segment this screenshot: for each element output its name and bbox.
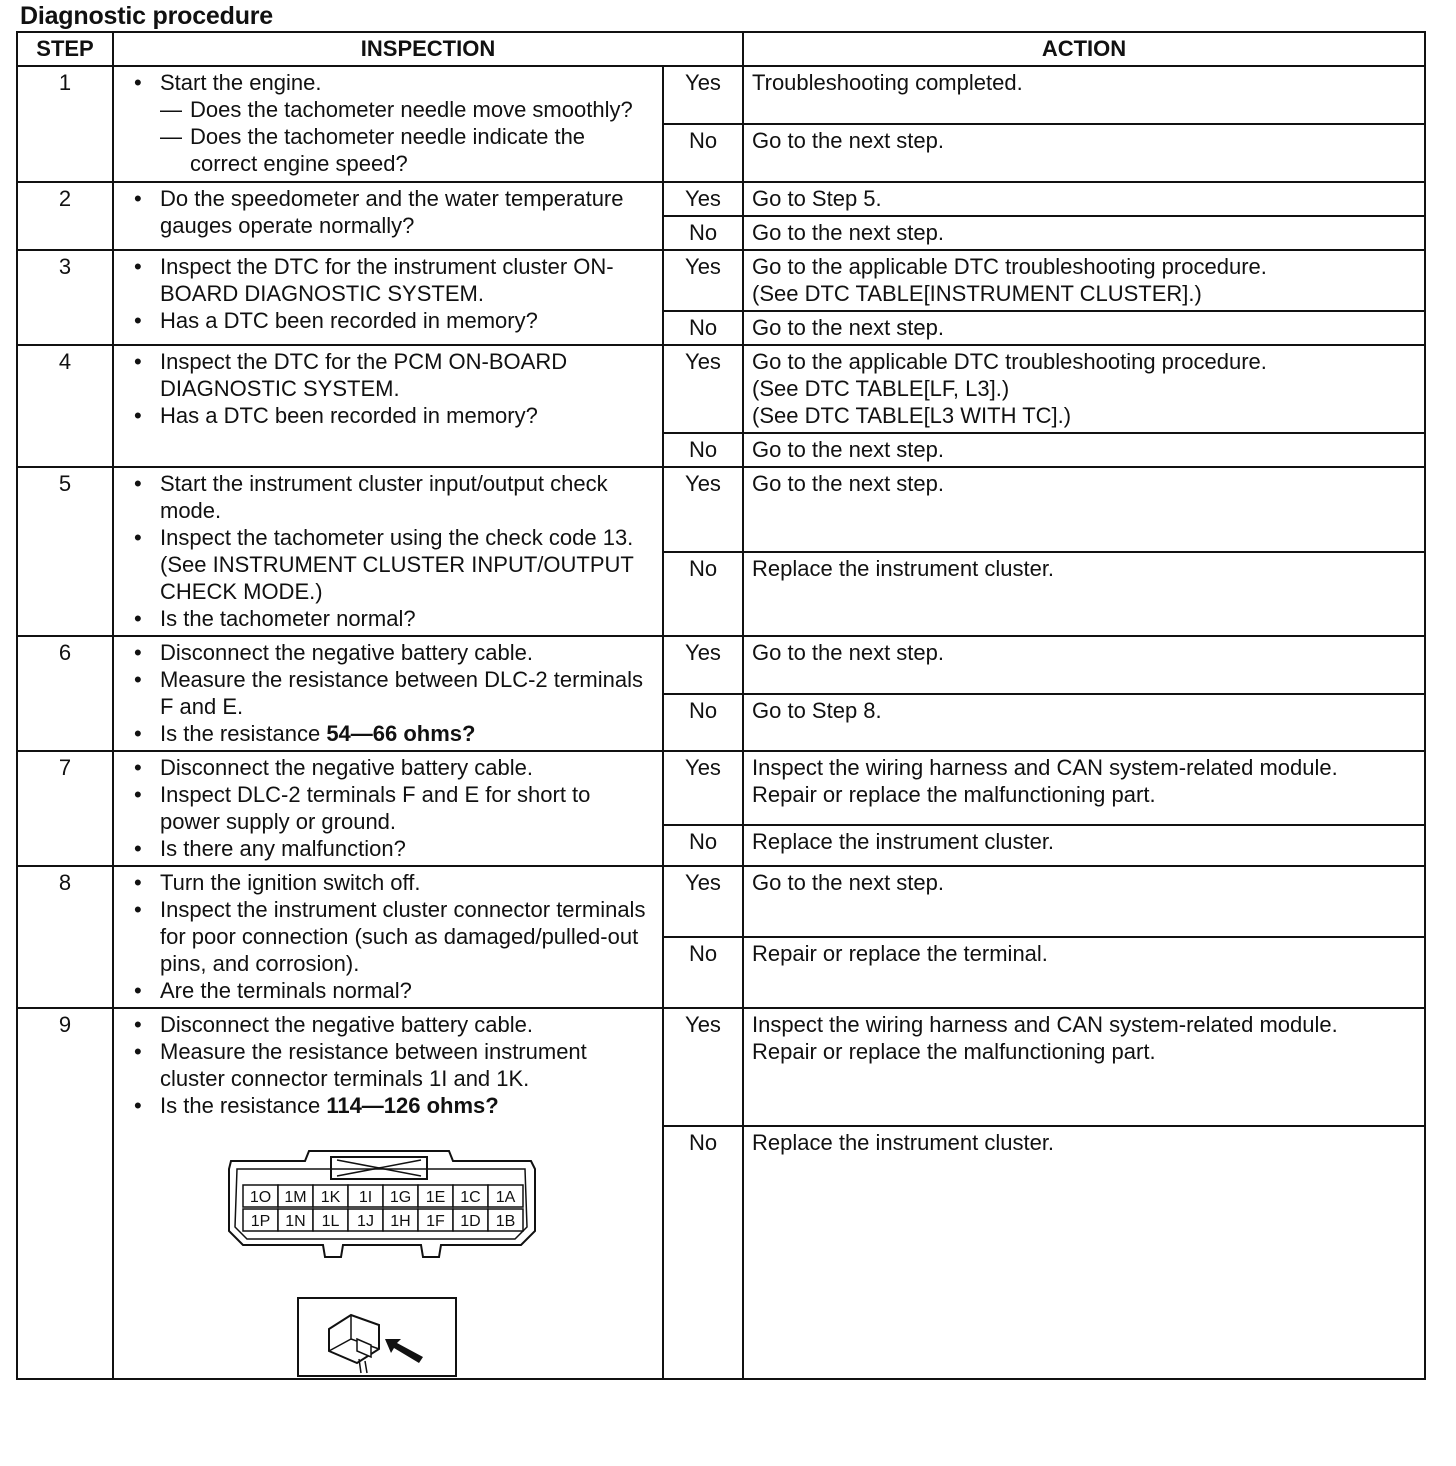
- action-yes: [743, 1008, 1425, 1126]
- action-no: Repair or replace the terminal.: [743, 937, 1425, 1008]
- inspection-cell: [113, 636, 663, 751]
- step-number: 8: [17, 866, 113, 1008]
- connector-pin-label: 1A: [495, 1189, 516, 1206]
- action-no: Go to the next step.: [743, 311, 1425, 345]
- action-yes: Troubleshooting completed.: [743, 66, 1425, 124]
- connector-pin-label: 1E: [425, 1189, 446, 1206]
- inspection-item: • Has a DTC been recorded in memory?: [122, 402, 656, 429]
- inspection-subitem: — Does the tachometer needle indicate the correct engine speed?: [160, 123, 656, 177]
- action-no: Go to the next step.: [743, 124, 1425, 182]
- dtc-table-reference: (See DTC TABLE[LF, L3].): [752, 376, 1010, 401]
- action-yes: Go to the next step.: [743, 636, 1425, 694]
- diagnostic-procedure-table: [16, 31, 1426, 1380]
- inspection-item: • Measure the resistance between instrument cluster connector terminals 1I and 1K.: [122, 1038, 656, 1092]
- connector-pin-label: 1J: [357, 1213, 374, 1230]
- action-no: Replace the instrument cluster.: [743, 552, 1425, 637]
- no-label: No: [663, 694, 743, 752]
- action-yes: Go to Step 5.: [743, 182, 1425, 216]
- action-no: Replace the instrument cluster.: [743, 1126, 1425, 1379]
- action-no: Go to Step 8.: [743, 694, 1425, 752]
- connector-photo: [297, 1297, 457, 1377]
- step-number: 5: [17, 467, 113, 636]
- action-line: Inspect the wiring harness and CAN system-related module.: [752, 755, 1338, 780]
- action-no: Go to the next step.: [743, 433, 1425, 467]
- connector-pin-label: 1M: [284, 1189, 307, 1206]
- yes-label: Yes: [663, 345, 743, 433]
- inspection-item: • Is the tachometer normal?: [122, 605, 656, 632]
- no-label: No: [663, 937, 743, 1008]
- action-line: Repair or replace the malfunctioning part.: [752, 1039, 1156, 1064]
- connector-pin-label: 1N: [285, 1213, 306, 1230]
- connector-pin-label: 1P: [250, 1213, 271, 1230]
- connector-pin-label: 1G: [389, 1189, 412, 1206]
- connector-pin-label: 1B: [495, 1213, 516, 1230]
- action-yes: [743, 345, 1425, 433]
- inspection-item: [122, 524, 656, 605]
- step-number: 7: [17, 751, 113, 866]
- step-8-yes-row: [17, 866, 1425, 937]
- page-title: Diagnostic procedure: [20, 2, 273, 30]
- inspection-cell: [113, 467, 663, 636]
- no-label: No: [663, 124, 743, 182]
- header-action: ACTION: [743, 32, 1425, 66]
- inspection-item: • Are the terminals normal?: [122, 977, 656, 1004]
- action-yes: Go to the next step.: [743, 866, 1425, 937]
- connector-diagram: [225, 1147, 541, 1263]
- inspection-item: • Inspect the DTC for the PCM ON-BOARD DIAGNOSTIC SYSTEM.: [122, 348, 656, 402]
- inspection-item: [122, 720, 656, 747]
- yes-label: Yes: [663, 1008, 743, 1126]
- action-no: Go to the next step.: [743, 216, 1425, 250]
- inspection-item: • Disconnect the negative battery cable.: [122, 1011, 656, 1038]
- connector-pin-label: 1D: [460, 1213, 481, 1230]
- step-5-yes-row: [17, 467, 1425, 552]
- inspection-cell: [113, 751, 663, 866]
- connector-illustration: [299, 1299, 455, 1375]
- dtc-table-reference: (See DTC TABLE[L3 WITH TC].): [752, 403, 1072, 428]
- step-9-yes-row: [17, 1008, 1425, 1126]
- yes-label: Yes: [663, 66, 743, 124]
- resistance-spec: 114—126 ohms?: [326, 1093, 499, 1118]
- connector-pin-label: 1I: [358, 1189, 373, 1206]
- inspection-cell: [113, 345, 663, 467]
- inspection-subitem: — Does the tachometer needle move smoothly?: [160, 96, 656, 123]
- header-step: STEP: [17, 32, 113, 66]
- no-label: No: [663, 433, 743, 467]
- connector-pin-label: 1C: [460, 1189, 481, 1206]
- inspection-text: Inspect the tachometer using the check code 13.: [160, 525, 634, 550]
- connector-figure: [122, 1147, 656, 1375]
- step-number: 6: [17, 636, 113, 751]
- action-yes: [743, 250, 1425, 311]
- no-label: No: [663, 1126, 743, 1379]
- connector-pin-label: 1O: [249, 1189, 272, 1206]
- yes-label: Yes: [663, 250, 743, 311]
- yes-label: Yes: [663, 467, 743, 552]
- inspection-cell: [113, 866, 663, 1008]
- inspection-item: • Do the speedometer and the water temperature gauges operate normally?: [122, 185, 656, 239]
- connector-pin-label: 1L: [321, 1213, 340, 1230]
- step-1-yes-row: [17, 66, 1425, 124]
- inspection-item: • Disconnect the negative battery cable.: [122, 754, 656, 781]
- inspection-item: • Has a DTC been recorded in memory?: [122, 307, 656, 334]
- resistance-spec: 54—66 ohms?: [326, 721, 476, 746]
- inspection-item: • Inspect the DTC for the instrument cluster ON-BOARD DIAGNOSTIC SYSTEM.: [122, 253, 656, 307]
- inspection-item: • Start the instrument cluster input/output check mode.: [122, 470, 656, 524]
- arrow-icon: [385, 1339, 423, 1363]
- inspection-cell: [113, 250, 663, 345]
- table-header-row: [17, 32, 1425, 66]
- inspection-item: • Is there any malfunction?: [122, 835, 656, 862]
- inspection-cell: [113, 66, 663, 182]
- action-line: Go to the applicable DTC troubleshooting procedure.: [752, 254, 1267, 279]
- connector-pin-label: 1H: [390, 1213, 411, 1230]
- question-text: Is the resistance: [160, 721, 327, 746]
- yes-label: Yes: [663, 182, 743, 216]
- step-7-yes-row: [17, 751, 1425, 825]
- connector-pin-label: 1K: [320, 1189, 341, 1206]
- step-number: 3: [17, 250, 113, 345]
- yes-label: Yes: [663, 866, 743, 937]
- dtc-table-reference: (See DTC TABLE[INSTRUMENT CLUSTER].): [752, 281, 1202, 306]
- action-no: Replace the instrument cluster.: [743, 825, 1425, 866]
- action-line: Go to the applicable DTC troubleshooting procedure.: [752, 349, 1267, 374]
- action-line: Repair or replace the malfunctioning part.: [752, 782, 1156, 807]
- inspection-item: • Disconnect the negative battery cable.: [122, 639, 656, 666]
- inspection-item: • Inspect DLC-2 terminals F and E for short to power supply or ground.: [122, 781, 656, 835]
- inspection-item: • Inspect the instrument cluster connector terminals for poor connection (such as damaged/pulled-out pins, and corrosion).: [122, 896, 656, 977]
- no-label: No: [663, 825, 743, 866]
- yes-label: Yes: [663, 751, 743, 825]
- no-label: No: [663, 216, 743, 250]
- step-number: 4: [17, 345, 113, 467]
- action-yes: [743, 751, 1425, 825]
- header-inspection: INSPECTION: [113, 32, 743, 66]
- step-6-yes-row: [17, 636, 1425, 694]
- no-label: No: [663, 552, 743, 637]
- inspection-cell: [113, 1008, 663, 1379]
- connector-pin-label: 1F: [426, 1213, 445, 1230]
- step-4-yes-row: [17, 345, 1425, 433]
- check-mode-reference: (See INSTRUMENT CLUSTER INPUT/OUTPUT CHECK MODE.): [160, 552, 634, 604]
- inspection-item: [122, 1092, 656, 1119]
- inspection-item: • Start the engine.: [122, 69, 656, 96]
- inspection-cell: [113, 182, 663, 250]
- action-line: Inspect the wiring harness and CAN system-related module.: [752, 1012, 1338, 1037]
- step-number: 2: [17, 182, 113, 250]
- no-label: No: [663, 311, 743, 345]
- connector-pin-grid: [243, 1185, 523, 1231]
- step-2-yes-row: [17, 182, 1425, 216]
- question-text: Is the resistance: [160, 1093, 327, 1118]
- step-3-yes-row: [17, 250, 1425, 311]
- inspection-item: • Measure the resistance between DLC-2 terminals F and E.: [122, 666, 656, 720]
- step-number: 9: [17, 1008, 113, 1379]
- step-number: 1: [17, 66, 113, 182]
- action-yes: Go to the next step.: [743, 467, 1425, 552]
- yes-label: Yes: [663, 636, 743, 694]
- inspection-item: • Turn the ignition switch off.: [122, 869, 656, 896]
